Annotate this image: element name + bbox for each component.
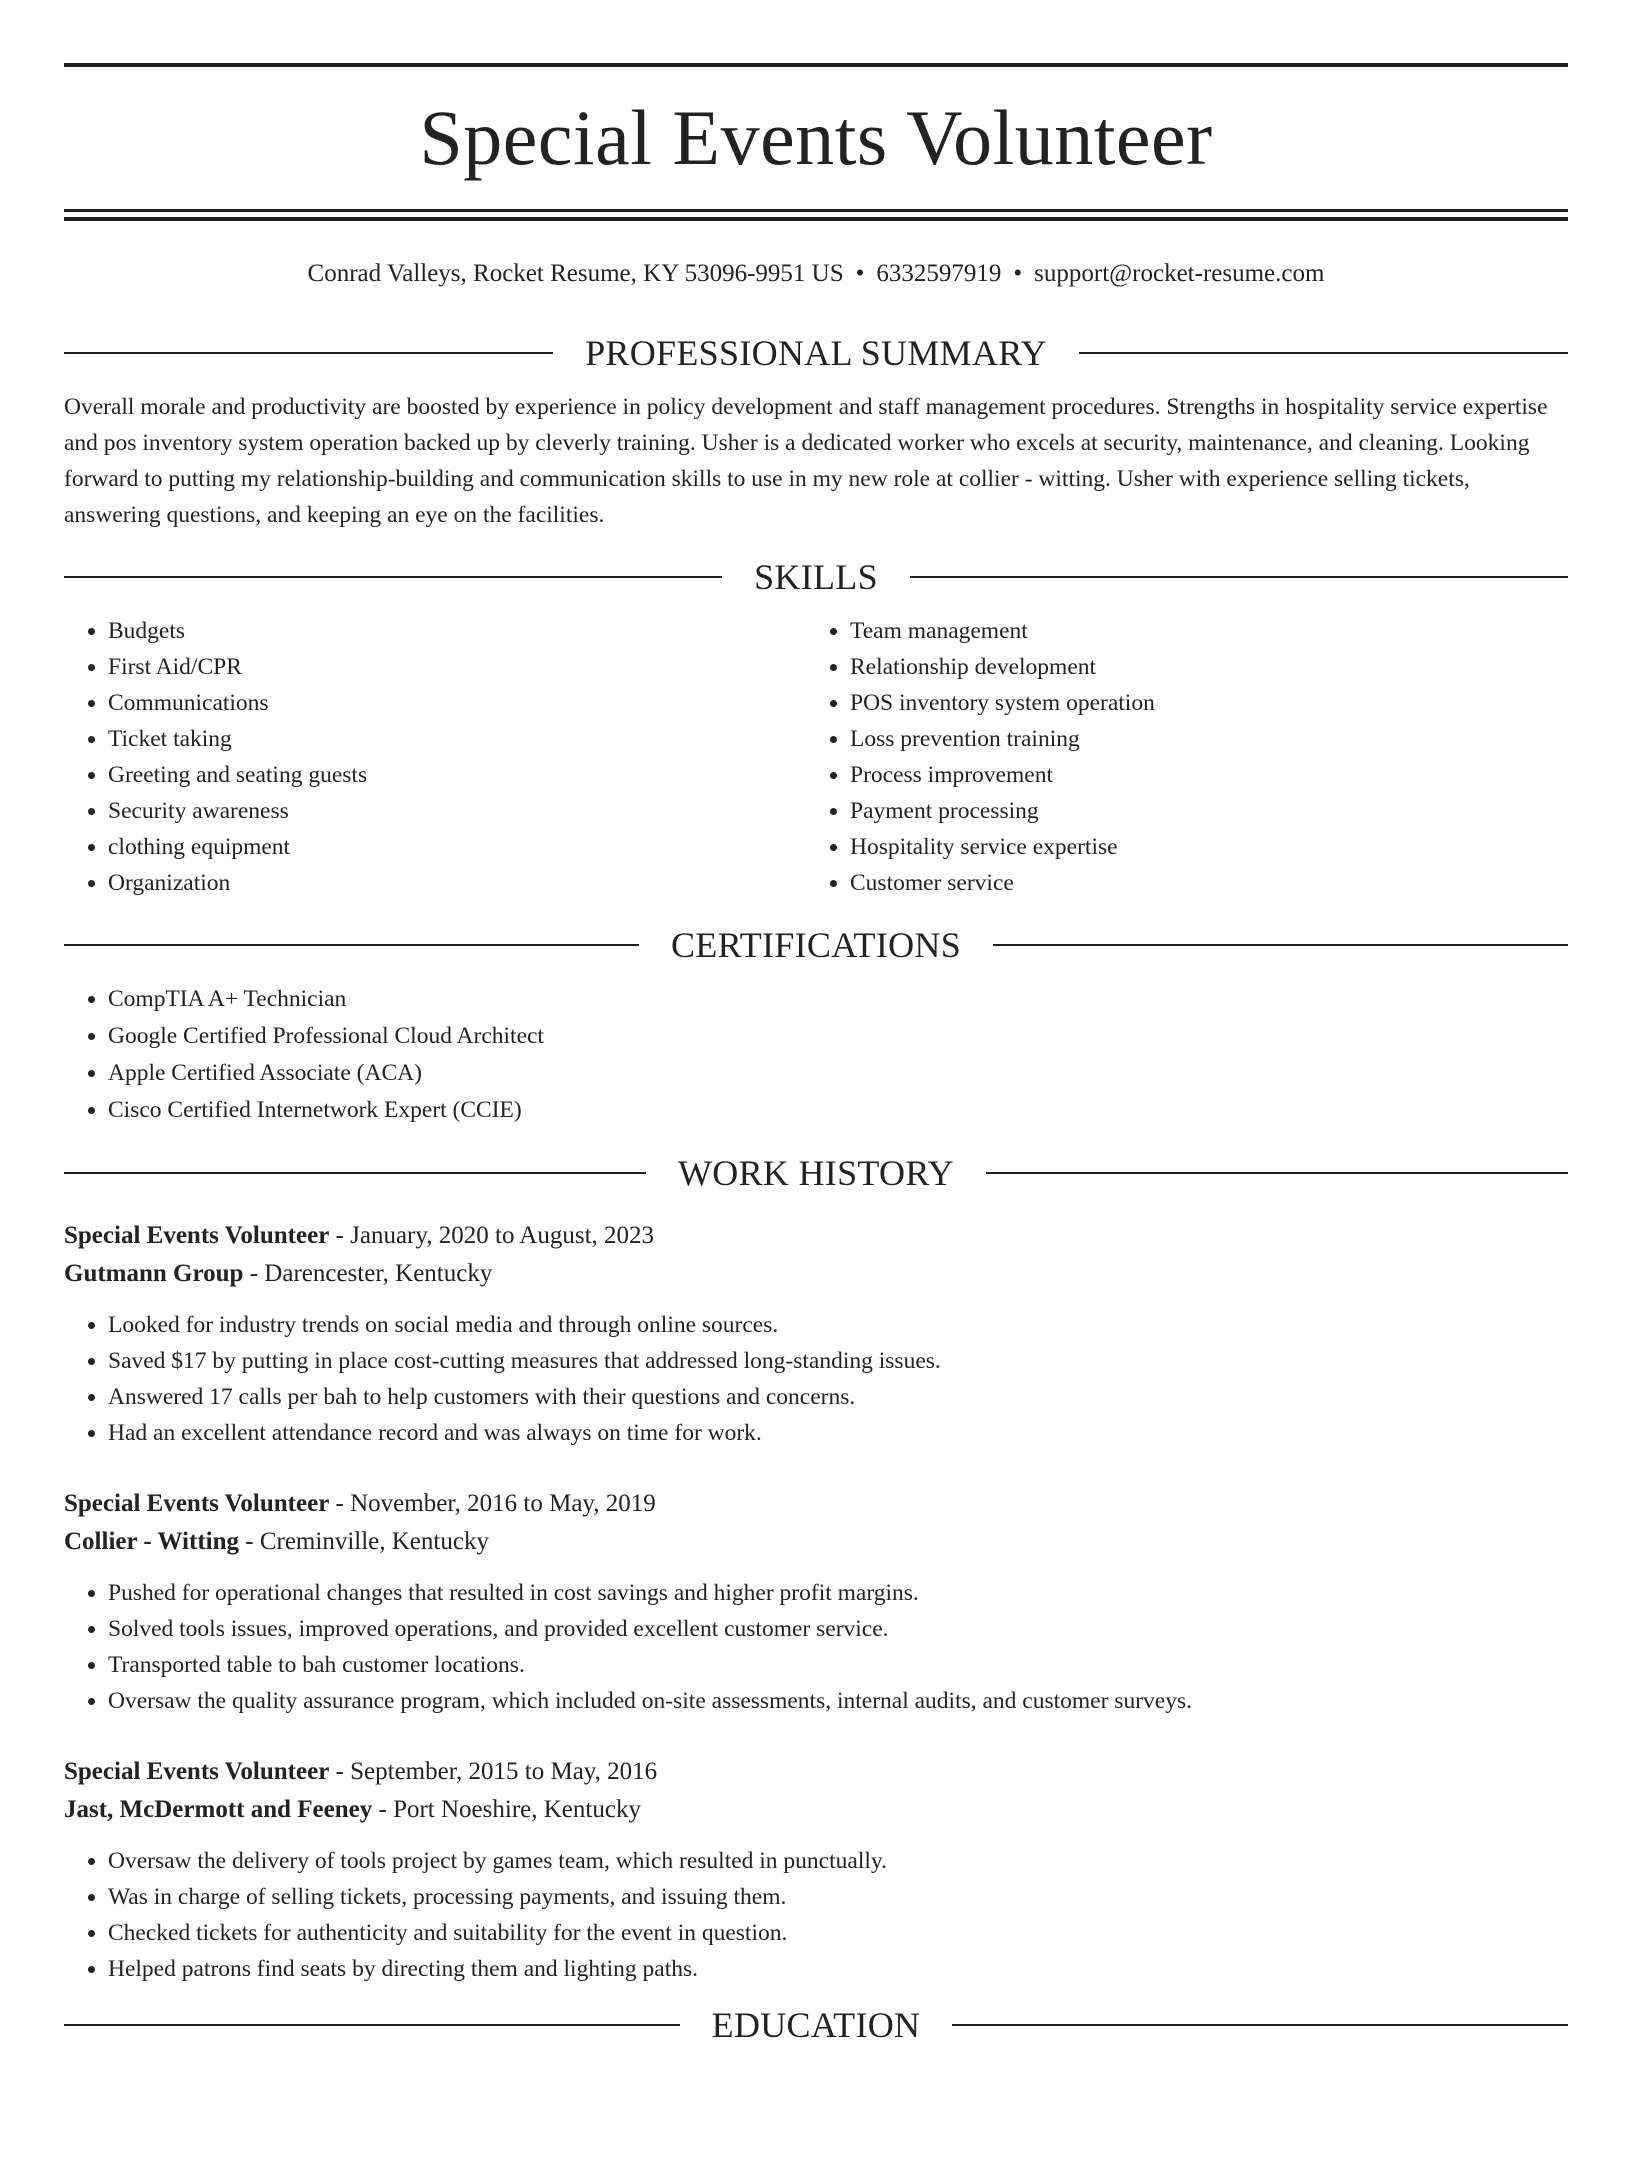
section-rule-right — [910, 576, 1568, 578]
section-rule-right — [986, 1172, 1568, 1174]
section-title-summary: PROFESSIONAL SUMMARY — [585, 333, 1047, 373]
job-bullet: • Looked for industry trends on social media and through online sources. — [108, 1307, 1568, 1343]
job-bullet: • Oversaw the delivery of tools project by games team, which resulted in punctually. — [108, 1843, 1568, 1879]
skill-item: • Communications — [108, 685, 806, 721]
section-header-education — [64, 2003, 1568, 2047]
job-location: - Creminville, Kentucky — [239, 1528, 489, 1555]
section-title-skills: SKILLS — [754, 557, 878, 597]
contact-separator: • — [1013, 260, 1023, 287]
title-double-rule — [64, 209, 1568, 221]
skill-item: • Relationship development — [850, 649, 1548, 685]
job-entry — [64, 1753, 1568, 1987]
section-header-summary — [64, 331, 1568, 375]
job-company-line — [64, 1523, 1568, 1561]
section-rule-right — [952, 2024, 1568, 2026]
job-company: Gutmann Group — [64, 1260, 244, 1287]
section-title-work: WORK HISTORY — [678, 1153, 954, 1193]
job-company: Collier - Witting — [64, 1528, 239, 1555]
job-bullets — [64, 1307, 1568, 1451]
contact-email: support@rocket-resume.com — [1034, 260, 1325, 287]
skill-item: • Ticket taking — [108, 721, 806, 757]
section-rule-left — [64, 1172, 646, 1174]
job-company-line — [64, 1791, 1568, 1829]
contact-address: Conrad Valleys, Rocket Resume, KY 53096-9951 US — [307, 260, 844, 287]
job-bullet: • Saved $17 by putting in place cost-cutting measures that addressed long-standing issues. — [108, 1343, 1568, 1379]
job-bullet: • Answered 17 calls per bah to help customers with their questions and concerns. — [108, 1379, 1568, 1415]
job-title-line — [64, 1753, 1568, 1791]
job-bullet: • Was in charge of selling tickets, processing payments, and issuing them. — [108, 1879, 1568, 1915]
job-title-line — [64, 1485, 1568, 1523]
job-bullet: • Had an excellent attendance record and was always on time for work. — [108, 1415, 1568, 1451]
job-role: Special Events Volunteer — [64, 1758, 330, 1785]
certification-item: • Google Certified Professional Cloud Architect — [108, 1018, 1568, 1055]
job-bullets — [64, 1575, 1568, 1719]
job-location: - Port Noeshire, Kentucky — [372, 1796, 641, 1823]
skill-item: • Greeting and seating guests — [108, 757, 806, 793]
section-rule-left — [64, 2024, 680, 2026]
section-header-work — [64, 1151, 1568, 1195]
work-history-list — [64, 1217, 1568, 1987]
job-bullets — [64, 1843, 1568, 1987]
skill-item: • POS inventory system operation — [850, 685, 1548, 721]
section-rule-left — [64, 944, 639, 946]
job-dates: - November, 2016 to May, 2019 — [329, 1490, 656, 1517]
section-rule-right — [1079, 352, 1568, 354]
contact-separator: • — [855, 260, 865, 287]
job-company-line — [64, 1255, 1568, 1293]
job-dates: - September, 2015 to May, 2016 — [329, 1758, 658, 1785]
job-bullet: • Solved tools issues, improved operations, and provided excellent customer service. — [108, 1611, 1568, 1647]
skill-item: • Process improvement — [850, 757, 1548, 793]
job-role: Special Events Volunteer — [64, 1490, 330, 1517]
certifications-list — [64, 981, 1568, 1129]
summary-text: Overall morale and productivity are boosted by experience in policy development and staff management procedures. Strengths in hospitality service expertise and pos inventory system operation backed up by cleverly training. Usher is a dedicated worker who excels at security, maintenance, and cleaning. Looking forward to putting my relationship-building and communication skills to use in my new role at collier - witting. Usher with experience selling tickets, answering questions, and keeping an eye on the facilities. — [64, 394, 1548, 528]
job-role: Special Events Volunteer — [64, 1222, 330, 1249]
section-header-certifications — [64, 923, 1568, 967]
certification-item: • CompTIA A+ Technician — [108, 981, 1568, 1018]
job-bullet: • Oversaw the quality assurance program, which included on-site assessments, internal audits, and customer surveys. — [108, 1683, 1568, 1719]
skill-item: • Budgets — [108, 613, 806, 649]
contact-phone: 6332597919 — [876, 260, 1002, 287]
skill-item: • Customer service — [850, 865, 1548, 901]
job-title-line — [64, 1217, 1568, 1255]
section-header-skills — [64, 555, 1568, 599]
skill-item: • Security awareness — [108, 793, 806, 829]
certification-item: • Cisco Certified Internetwork Expert (CCIE) — [108, 1092, 1568, 1129]
certification-item: • Apple Certified Associate (ACA) — [108, 1055, 1568, 1092]
skills-column-left — [64, 613, 806, 901]
resume-page — [0, 63, 1632, 2175]
skills-column-right — [806, 613, 1548, 901]
skill-item: • Team management — [850, 613, 1548, 649]
skill-item: • Organization — [108, 865, 806, 901]
skill-item: • Payment processing — [850, 793, 1548, 829]
job-bullet: • Pushed for operational changes that resulted in cost savings and higher profit margins. — [108, 1575, 1568, 1611]
job-bullet: • Checked tickets for authenticity and suitability for the event in question. — [108, 1915, 1568, 1951]
job-dates: - January, 2020 to August, 2023 — [329, 1222, 655, 1249]
job-bullet: • Helped patrons find seats by directing them and lighting paths. — [108, 1951, 1568, 1987]
skills-list — [64, 613, 1568, 901]
job-company: Jast, McDermott and Feeney — [64, 1796, 373, 1823]
job-location: - Darencester, Kentucky — [243, 1260, 493, 1287]
skill-item: • clothing equipment — [108, 829, 806, 865]
section-title-education: EDUCATION — [711, 2005, 921, 2045]
job-entry — [64, 1485, 1568, 1719]
section-rule-left — [64, 352, 553, 354]
section-title-certifications: CERTIFICATIONS — [670, 925, 962, 965]
page-title: Special Events Volunteer — [419, 94, 1213, 181]
section-rule-left — [64, 576, 722, 578]
section-rule-right — [993, 944, 1568, 946]
top-rule — [64, 63, 1568, 67]
skill-item: • Loss prevention training — [850, 721, 1548, 757]
skill-item: • First Aid/CPR — [108, 649, 806, 685]
contact-line — [64, 257, 1568, 291]
job-bullet: • Transported table to bah customer locations. — [108, 1647, 1568, 1683]
skill-item: • Hospitality service expertise — [850, 829, 1548, 865]
job-entry — [64, 1217, 1568, 1451]
